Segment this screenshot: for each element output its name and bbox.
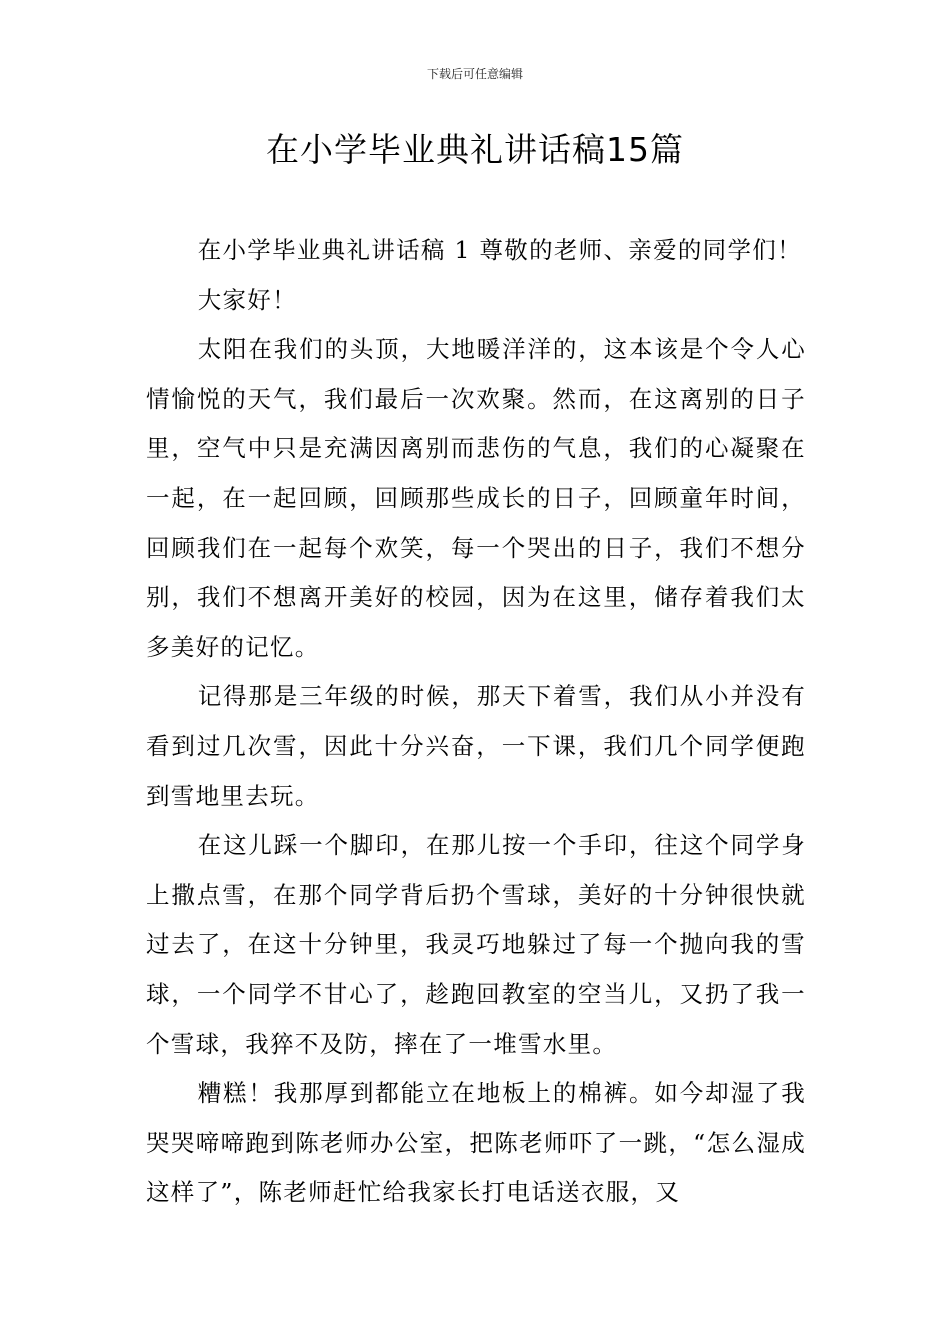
header-note: 下载后可任意编辑 <box>426 67 523 81</box>
paragraph-wet-pants: 糟糕！我那厚到都能立在地板上的棉裤。如今却湿了我哭哭啼啼跑到陈老师办公室，把陈老师吓了一跳，“怎么湿成这样了”，陈老师赶忙给我家长打电话送衣服，又 <box>146 1079 806 1207</box>
paragraph-snow-memory: 记得那是三年级的时候，那天下着雪，我们从小并没有看到过几次雪，因此十分兴奋，一下课，我们几个同学便跑到雪地里去玩。 <box>146 682 806 810</box>
paragraph-hello: 大家好！ <box>197 285 297 314</box>
paragraph-snow-play: 在这儿踩一个脚印，在那儿按一个手印，往这个同学身上撒点雪，在那个同学背后扔个雪球，美好的十分钟很快就过去了，在这十分钟里，我灵巧地躲过了每一个抛向我的雪球，一个同学不甘心了，趁跑回教室的空当儿，又扔了我一个雪球，我猝不及防，摔在了一堆雪水里。 <box>146 831 806 1058</box>
paragraph-sun: 太阳在我们的头顶，大地暖洋洋的，这本该是个令人心情愉悦的天气，我们最后一次欢聚。然而，在这离别的日子里，空气中只是充满因离别而悲伤的气息，我们的心凝聚在一起，在一起回顾，回顾那些成长的日子，回顾童年时间，回顾我们在一起每个欢笑，每一个哭出的日子，我们不想分别，我们不想离开美好的校园，因为在这里，储存着我们太多美好的记忆。 <box>146 335 806 661</box>
document-title: 在小学毕业典礼讲话稿15篇 <box>266 130 684 169</box>
document-body <box>146 226 806 1218</box>
paragraph-greeting: 在小学毕业典礼讲话稿 1 尊敬的老师、亲爱的同学们！ <box>197 236 802 264</box>
